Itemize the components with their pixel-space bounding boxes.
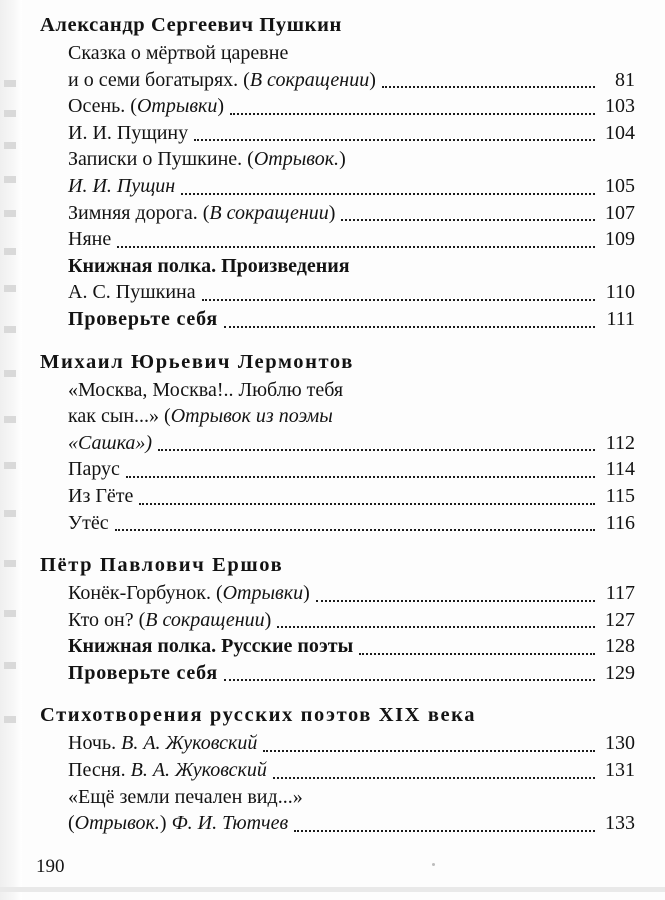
toc-entry[interactable]	[40, 173, 635, 200]
toc-entry-title: Проверьте себя	[68, 307, 219, 330]
leader-dots	[341, 218, 595, 221]
toc-entry-page: 109	[605, 228, 635, 251]
toc-entry[interactable]	[40, 607, 635, 634]
toc-entry[interactable]	[40, 200, 635, 227]
leader-dots	[126, 475, 595, 478]
toc-entry[interactable]	[40, 810, 635, 837]
toc-entry[interactable]	[40, 730, 635, 757]
toc-entry-page: 105	[605, 174, 635, 197]
toc-entry-title: Кто он? (В сокращении)	[68, 608, 272, 631]
toc-entry-title-line: Сказка о мёртвой царевне	[68, 42, 289, 64]
leader-dots	[230, 112, 595, 115]
toc-entry-title: Проверьте себя	[68, 661, 219, 684]
toc-section-pushkin	[40, 14, 635, 333]
toc-entry-title-line	[40, 253, 635, 280]
scan-speck	[432, 863, 435, 866]
leader-dots	[224, 325, 595, 328]
toc-entry[interactable]	[40, 456, 635, 483]
toc-entry-title: (Отрывок.) Ф. И. Тютчев	[68, 812, 289, 835]
toc-entry-title: Из Гёте	[68, 484, 134, 507]
leader-dots	[359, 652, 595, 655]
toc-entry-title-line: «Москва, Москва!.. Люблю тебя	[68, 378, 344, 401]
toc-entry-title: «Сашка»)	[68, 431, 153, 454]
toc-entry-page: 133	[605, 812, 635, 835]
toc-entry-title-line: «Ещё земли печален вид...»	[68, 785, 303, 808]
leader-dots	[382, 85, 595, 88]
leader-dots	[277, 625, 595, 628]
section-author-name: Александр Сергеевич Пушкин	[40, 14, 342, 36]
leader-dots	[158, 448, 595, 451]
section-author-name: Михаил Юрьевич Лермонтов	[40, 350, 354, 373]
toc-entry-page: 110	[605, 281, 635, 304]
toc-section-lermontov	[40, 351, 635, 537]
toc-entry-page: 115	[605, 484, 635, 507]
toc-entry-page: 112	[605, 431, 635, 454]
toc-entry[interactable]	[40, 580, 635, 607]
toc-entry-page: 111	[606, 307, 635, 330]
scan-marks	[2, 80, 18, 780]
toc-entry-page: 130	[605, 732, 635, 755]
toc-entry[interactable]	[40, 430, 635, 457]
toc-entry-page: 114	[605, 458, 635, 481]
leader-dots	[115, 528, 595, 531]
toc-entry-title: Парус	[68, 458, 120, 481]
toc-entry[interactable]	[40, 226, 635, 253]
toc-entry-page: 131	[605, 759, 635, 782]
toc-entry-page: 128	[605, 635, 635, 658]
toc-section-ershov	[40, 554, 635, 686]
toc-entry-title: И. И. Пущину	[68, 121, 189, 144]
toc-entry-title: Зимняя дорога. (В сокращении)	[68, 201, 336, 224]
toc-entry-title-line: Записки о Пушкине. (Отрывок.)	[68, 148, 346, 171]
toc-entry[interactable]	[40, 93, 635, 120]
toc-entry-title: Книжная полка. Русские поэты	[68, 635, 354, 658]
toc-entry-page: 117	[605, 582, 635, 605]
toc-entry-title-line: как сын...» (Отрывок из поэмы	[68, 405, 333, 428]
leader-dots	[294, 829, 595, 832]
section-author-name: Пётр Павлович Ершов	[40, 554, 284, 577]
toc-entry-page: 104	[605, 121, 635, 144]
toc-entry[interactable]	[40, 483, 635, 510]
toc-entry-title: Конёк-Горбунок. (Отрывки)	[68, 582, 310, 605]
page-number: 190	[36, 856, 65, 877]
leader-dots	[316, 599, 595, 602]
leader-dots	[139, 502, 595, 505]
toc-entry-title: Песня. В. А. Жуковский	[68, 759, 267, 782]
section-title: Стихотворения русских поэтов XIX века	[40, 704, 477, 727]
page-bottom-edge	[0, 887, 665, 892]
toc-entry-title: Няне	[68, 228, 112, 251]
toc-entry[interactable]	[40, 660, 635, 687]
leader-dots	[273, 776, 595, 779]
leader-dots	[194, 138, 595, 141]
toc-entry-page: 107	[605, 201, 635, 224]
toc-entry-title: И. И. Пущин	[68, 174, 176, 197]
toc-entry-title: и о семи богатырях. (В сокращении)	[68, 68, 376, 91]
leader-dots	[117, 245, 595, 248]
toc-entry-title: Осень. (Отрывки)	[68, 95, 225, 118]
leader-dots	[202, 298, 595, 301]
toc-entry-page: 81	[615, 68, 635, 91]
toc-entry[interactable]	[40, 510, 635, 537]
toc-entry[interactable]	[40, 279, 635, 306]
toc-section-19th-century-poems	[40, 704, 635, 836]
toc-entry-page: 129	[605, 661, 635, 684]
leader-dots	[263, 749, 595, 752]
leader-dots	[224, 678, 595, 681]
toc-entry-page: 103	[605, 95, 635, 118]
toc-entry-title: Утёс	[68, 511, 109, 534]
toc-entry-page: 116	[605, 511, 635, 534]
toc-entry[interactable]	[40, 120, 635, 147]
toc-entry[interactable]	[40, 757, 635, 784]
leader-dots	[181, 192, 595, 195]
table-of-contents	[40, 14, 635, 837]
toc-entry[interactable]	[40, 633, 635, 660]
toc-entry-page: 127	[605, 608, 635, 631]
toc-entry-title: А. С. Пушкина	[68, 281, 196, 304]
toc-entry-title: Ночь. В. А. Жуковский	[68, 732, 258, 755]
toc-entry[interactable]	[40, 67, 635, 94]
bookshelf-label: Книжная полка. Произведения	[68, 254, 350, 277]
toc-entry[interactable]	[40, 306, 635, 333]
